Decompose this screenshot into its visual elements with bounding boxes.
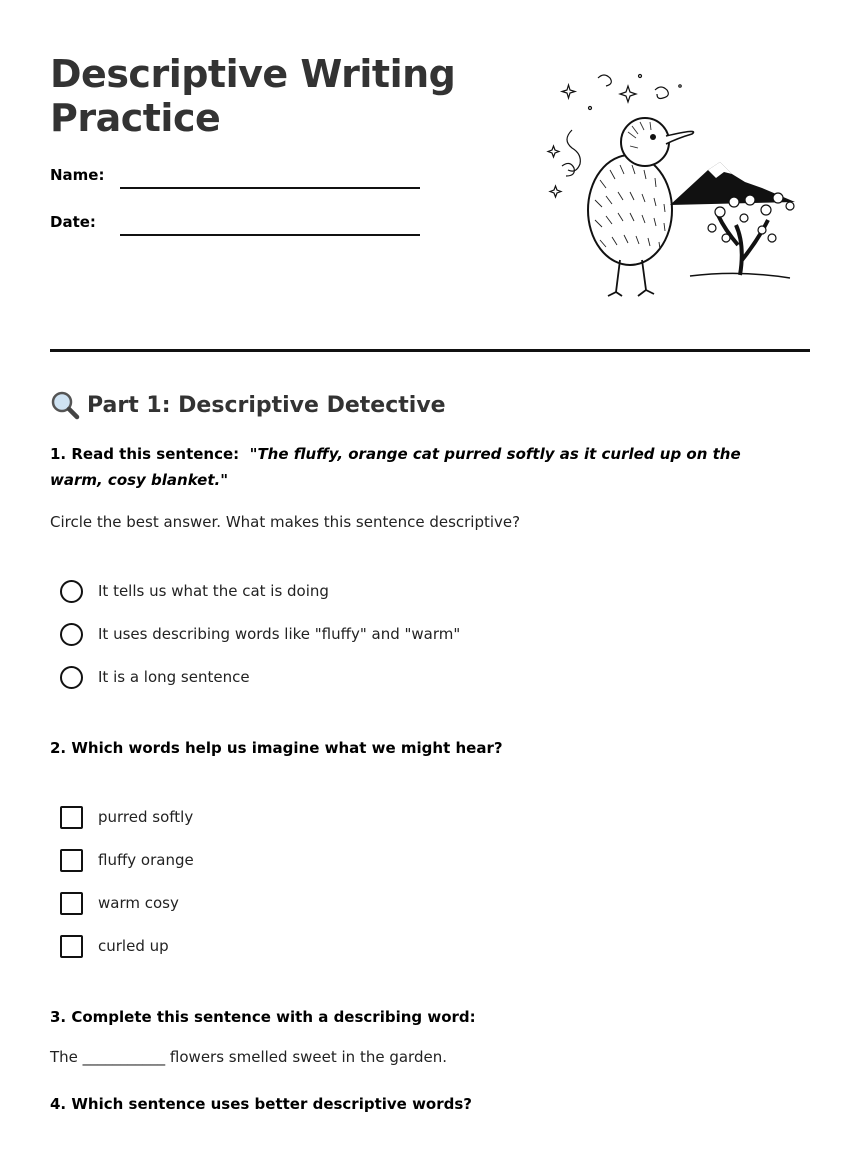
part1-heading [50, 389, 446, 421]
q2-option-1[interactable] [60, 805, 193, 829]
q1-option-2-label: It uses describing words like "fluffy" and "warm" [98, 625, 461, 643]
q2-option-2-label: fluffy orange [98, 851, 194, 869]
question-3-sentence: The ___________ flowers smelled sweet in the garden. [50, 1048, 447, 1066]
checkbox[interactable] [60, 935, 83, 958]
q1-option-3-label: It is a long sentence [98, 668, 250, 686]
name-label: Name: [50, 166, 105, 184]
q1-option-1-label: It tells us what the cat is doing [98, 582, 329, 600]
checkbox[interactable] [60, 806, 83, 829]
question-2: 2. Which words help us imagine what we might hear? [50, 739, 503, 757]
date-label: Date: [50, 213, 96, 231]
magnifying-glass-icon [50, 390, 80, 420]
question-1-quote: "The fluffy, orange cat purred softly as it curled up on the warm, cosy blanket." [50, 445, 741, 489]
radio-button[interactable] [60, 580, 83, 603]
kiwi-illustration [540, 70, 805, 300]
checkbox[interactable] [60, 849, 83, 872]
q2-option-3[interactable] [60, 891, 179, 915]
q2-option-1-label: purred softly [98, 808, 194, 826]
q1-option-3[interactable] [60, 665, 250, 689]
q2-option-2[interactable] [60, 848, 194, 872]
q2-option-4-label: curled up [98, 937, 169, 955]
question-3: 3. Complete this sentence with a describing word: [50, 1008, 476, 1026]
part1-heading-text: Part 1: Descriptive Detective [87, 392, 446, 418]
radio-button[interactable] [60, 623, 83, 646]
q1-option-2[interactable] [60, 622, 460, 646]
checkbox[interactable] [60, 892, 83, 915]
question-4: 4. Which sentence uses better descriptive words? [50, 1095, 472, 1113]
page-title: Descriptive Writing Practice [50, 52, 456, 140]
question-1-prefix: 1. Read this sentence: [50, 445, 240, 463]
question-1 [50, 441, 780, 493]
name-line[interactable] [120, 187, 420, 189]
date-line[interactable] [120, 234, 420, 236]
q2-option-3-label: warm cosy [98, 894, 179, 912]
radio-button[interactable] [60, 666, 83, 689]
q1-option-1[interactable] [60, 579, 329, 603]
section-divider [50, 349, 810, 352]
question-1-instruction: Circle the best answer. What makes this sentence descriptive? [50, 513, 521, 531]
q2-option-4[interactable] [60, 934, 169, 958]
